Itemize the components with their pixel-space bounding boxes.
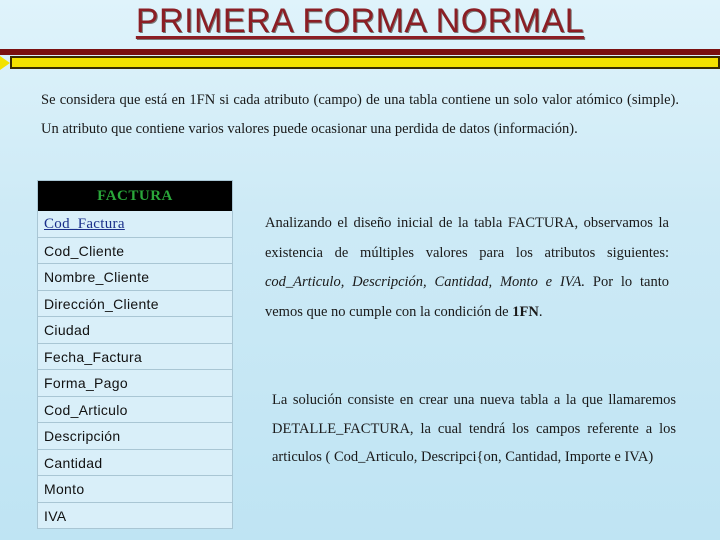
slide-title: PRIMERA FORMA NORMAL bbox=[135, 2, 585, 40]
title-divider-line bbox=[0, 49, 720, 55]
table-row-fecha-factura: Fecha_Factura bbox=[38, 344, 232, 371]
table-row-nombre-cliente: Nombre_Cliente bbox=[38, 264, 232, 291]
table-row-iva: IVA bbox=[44, 507, 67, 524]
table-row-cod-factura: Cod_Factura bbox=[38, 211, 232, 238]
analysis-text-mid: Por lo tanto vemos que no cumple con la condición de bbox=[265, 274, 669, 320]
table-row-descripcion: Descripción bbox=[38, 423, 232, 450]
solution-paragraph: La solución consiste en crear una nueva tabla a la que llamaremos DETALLE_FACTURA, la cual tendrá los campos referente a los articulos ( Cod_Articulo, Descripci{on, Cantidad, Importe e IVA) bbox=[272, 392, 676, 465]
table-row-forma-pago: Forma_Pago bbox=[38, 370, 232, 397]
intro-paragraph: Se considera que está en 1FN si cada atributo (campo) de una tabla contiene un solo valor atómico (simple). Un atributo que contiene varios valores puede ocasionar una perdida de datos (información). bbox=[41, 92, 679, 137]
analysis-paragraph bbox=[265, 209, 669, 327]
analysis-text-start: Analizando el diseño inicial de la tabla FACTURA, observamos la existencia de múltiples valores para los atributos siguientes: bbox=[265, 215, 669, 261]
analysis-text-end: . bbox=[538, 303, 543, 320]
table-row-cod-cliente: Cod_Cliente bbox=[38, 238, 232, 265]
divider-arrow-icon bbox=[0, 56, 10, 70]
table-header: FACTURA bbox=[38, 181, 232, 211]
analysis-attributes: cod_Articulo, Descripción, Cantidad, Monto e IVA. bbox=[265, 274, 586, 290]
analysis-condition: 1FN bbox=[512, 303, 539, 320]
table-row-ciudad: Ciudad bbox=[38, 317, 232, 344]
table-row-cantidad: Cantidad bbox=[38, 450, 232, 477]
title-divider-bar bbox=[10, 56, 720, 69]
factura-table bbox=[37, 180, 233, 529]
table-row-direccion-cliente: Dirección_Cliente bbox=[38, 291, 232, 318]
table-row-monto: Monto bbox=[38, 476, 232, 503]
table-row-cod-articulo: Cod_Articulo bbox=[38, 397, 232, 424]
